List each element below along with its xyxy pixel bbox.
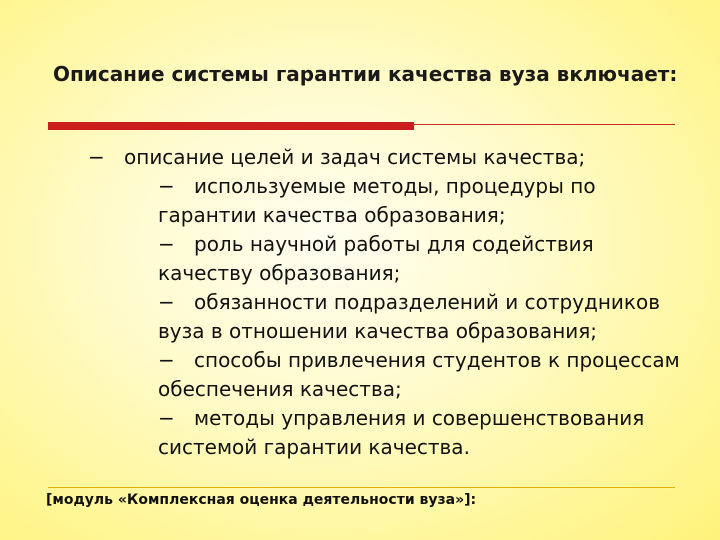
dash-bullet: −: [158, 174, 175, 198]
list-item: [158, 172, 688, 230]
list-item: [158, 230, 688, 288]
dash-bullet: −: [158, 290, 175, 314]
dash-bullet: −: [158, 232, 175, 256]
list-item: [158, 346, 688, 404]
dash-bullet: −: [88, 145, 105, 169]
list-item-text: способы привлечения студентов к процессам обеспечения качества;: [158, 348, 680, 401]
list-item: [158, 288, 688, 346]
list-item-text: описание целей и задач системы качества;: [124, 145, 586, 169]
footer-caption: [модуль «Комплексная оценка деятельности вуза»]:: [46, 492, 477, 508]
dash-bullet: −: [158, 406, 175, 430]
footer-divider: [48, 487, 675, 488]
list-item-text: роль научной работы для содействия качеству образования;: [158, 232, 594, 285]
list-item: [158, 404, 688, 462]
sub-item-list: [158, 172, 688, 462]
list-item-main: [88, 143, 585, 172]
list-item-text: обязанности подразделений и сотрудников вуза в отношении качества образования;: [158, 290, 661, 343]
list-item-text: методы управления и совершенствования системой гарантии качества.: [158, 406, 645, 459]
list-item-text: используемые методы, процедуры по гарантии качества образования;: [158, 174, 596, 227]
dash-bullet: −: [158, 348, 175, 372]
title-accent-bar: [48, 122, 414, 130]
slide-title: Описание системы гарантии качества вуза включает:: [53, 62, 678, 86]
